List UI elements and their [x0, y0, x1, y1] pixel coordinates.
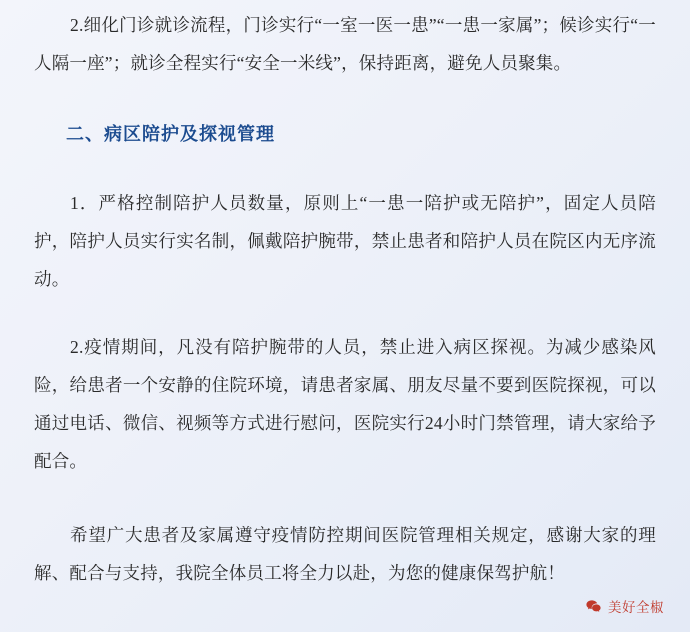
paragraph-visiting-rules: 2.疫情期间，凡没有陪护腕带的人员，禁止进入病区探视。为减少感染风险，给患者一个安静的住院环境，请患者家属、朋友尽量不要到医院探视，可以通过电话、微信、视频等方式进行慰问，医院实行24小时门禁管理，请大家给予配合。	[34, 337, 656, 471]
section-heading-ward-care: 二、病区陪护及探视管理	[66, 124, 275, 144]
wechat-account-name: 美好全椒	[608, 600, 664, 615]
paragraph-caregiver-control: 1．严格控制陪护人员数量，原则上“一患一陪护或无陪护”，固定人员陪护，陪护人员实行实名制，佩戴陪护腕带，禁止患者和陪护人员在院区内无序流动。	[34, 193, 656, 289]
wechat-account-badge[interactable]	[585, 596, 664, 616]
wechat-icon	[585, 598, 602, 615]
paragraph-clinic-process: 2.细化门诊就诊流程，门诊实行“一室一医一患”“一患一家属”；候诊实行“一人隔一座”；就诊全程实行“安全一米线”，保持距离，避免人员聚集。	[34, 15, 656, 73]
paragraph-closing-statement: 希望广大患者及家属遵守疫情防控期间医院管理相关规定，感谢大家的理解、配合与支持，我院全体员工将全力以赴，为您的健康保驾护航！	[34, 525, 656, 583]
